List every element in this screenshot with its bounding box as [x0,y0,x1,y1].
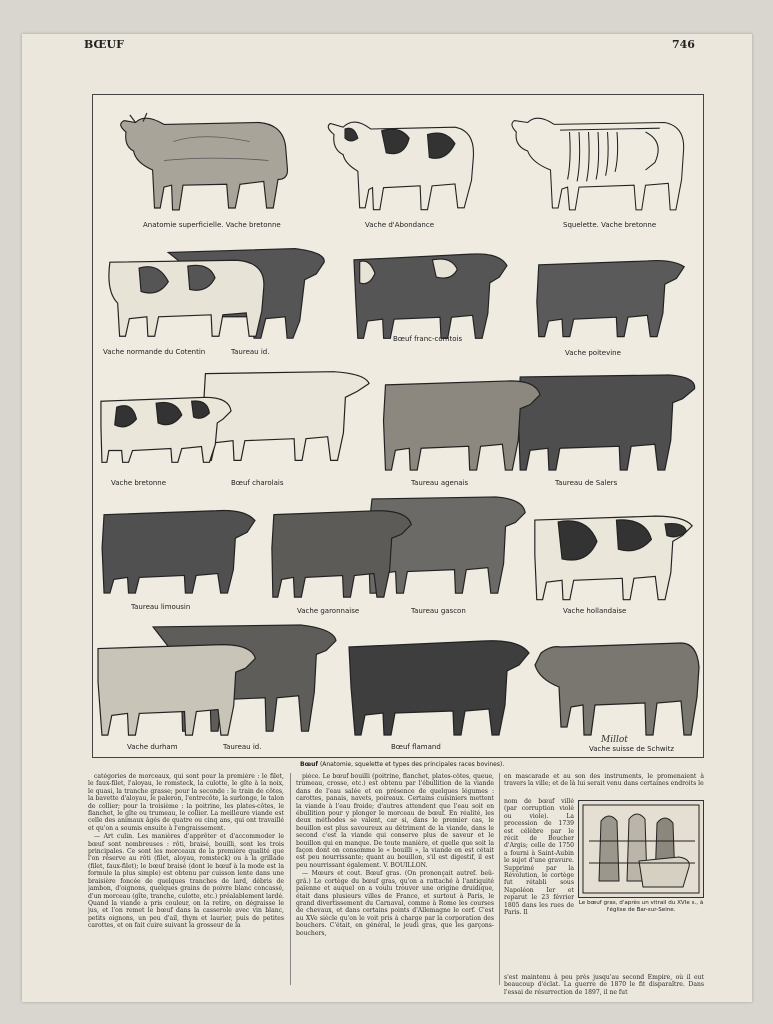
cow-illustration-schwitz [531,627,701,739]
plate-caption-text: (Anatomie, squelette et types des principales races bovines). [318,761,505,768]
cow-illustration-skeleton [503,103,693,218]
caption-garonnaise: Vache garonnaise [297,607,360,615]
column-divider [499,773,500,985]
text-column-3-top: en mascarade et au son des instruments, le promenaient à travers la ville; et de là lui serait venu dans certaines endroits le [504,773,704,788]
caption-skeleton: Squelette. Vache bretonne [563,221,657,229]
plate-caption-title: Bœuf [300,761,319,768]
page-number: 746 [672,38,695,51]
cow-illustration-flamand [343,627,533,739]
stained-glass-illustration [578,800,704,898]
caption-taureau-durham: Taureau id. [223,743,262,751]
caption-charolais: Bœuf charolais [231,479,284,487]
cow-illustration-franc-comtois [345,235,515,345]
illustration-plate [92,94,704,758]
caption-schwitz: Vache suisse de Schwitz [589,745,674,753]
caption-limousin: Taureau limousin [131,603,191,611]
cow-illustration-poitevine [531,243,691,341]
caption-abondance: Vache d'Abondance [365,221,434,229]
engraver-signature: Millot [601,735,628,745]
paragraph: catégories de morceaux, qui sont pour la première : le filet, le faux-filet, l'aloyau, le romsteck, la culotte, le gîte à la noix, le quasi, la tranche grasse; pour la seconde : le train de côtes, la bavette d'aloyau, le paleron, l'entrecôte, la surlonge, le talon de collier; pour la troisième : la poitrine, les plates-côtes, le flanchet, le gîte ou trumeau, le collier. La meilleure viande est celle des animaux âgés de quatre ou cinq ans, qui ont travaillé et qu'on a soumis ensuite à l'engraissement. [88,773,284,832]
plate-caption [300,761,504,768]
text-column-1 [88,773,284,987]
cow-illustration-hollandaise [529,505,699,605]
page-title: BŒUF [84,38,124,51]
cow-illustration-anatomy [107,103,297,218]
paragraph: — Art culin. Les manières d'apprêter et d'accommoder le bœuf sont nombreuses : rôti, braisé, bouilli, sont les trois principales. Ce sont les morceaux de la première qualité que l'on réserve au rôti (filet, aloyau, romsteck) ou à la grillade (filet, faux-filet); le bœuf braisé (dont le bœuf à la mode est la formule la plus simple) est obtenu par cuisson lente dans une braisière foncée de quelques tranches de lard, débris de jambon, d'oignons, quelques grains de poivre blanc concassé, d'un morceau (gîte, tranche, culotte, etc.) préalablement lardé. Quand la viande a pris couleur, on la retire, on dégraisse le jus, et l'on remet le bœuf dans la casserole avec vin blanc, petits oignons, un peu d'ail, thym et laurier, puis de petites carottes, et on fait cuire suivant la grosseur de la [88,833,284,930]
caption-durham: Vache durham [127,743,178,751]
caption-salers: Taureau de Salers [555,479,618,487]
caption-poitevine: Vache poitevine [565,349,621,357]
caption-franc-comtois: Bœuf franc-comtois [393,335,463,343]
paragraph: nom de bœuf villé (par corruption violé ou viole). La procession de 1739 est célèbre par le récit de Boucher d'Argis; celle de 1750 a fourni à Saint-Aubin le sujet d'une gravure. Supprimé par la Révolution, le cortège fut rétabli sous Napoléon Ier et reparut le 23 février 1805 dans les rues de Paris. Il [504,798,574,917]
stained-glass-caption: Le bœuf gras, d'après un vitrail du XVIe s., à l'église de Bar-sur-Seine. [578,900,704,913]
text-column-2 [296,773,494,987]
column-divider [290,773,291,985]
cow-illustration-garonnaise-gascon [269,495,531,603]
text-column-3-side [504,798,574,974]
cow-illustration-durham [93,623,341,741]
caption-bretonne: Vache bretonne [111,479,167,487]
cow-illustration-normande [99,233,335,345]
caption-flamand: Bœuf flamand [391,743,441,751]
paragraph: — Mœurs et cout. Bœuf gras. (On prononçait autref. beû-grâ.) Le cortège du bœuf gras, qu'on a rattaché à l'antiquité païenne et auquel on a voulu trouver une origine druidique, était dans plusieurs villes de France, et surtout à Paris, le grand divertissement du Carnaval, comme à Rome les courses de chevaux, et dans certains points d'Allemagne le cerf. C'est au XVe siècle qu'on le voit pris à charge par la corporation des bouchers. C'était, en général, le jeudi gras, que les garçons-bouchers, [296,870,494,937]
cow-illustration-limousin [97,499,261,597]
caption-anatomy: Anatomie superficielle. Vache bretonne [143,221,281,229]
caption-agenais: Taureau agenais [411,479,469,487]
caption-taureau-normand: Taureau id. [231,348,270,356]
cow-illustration-agenais-salers [381,371,699,475]
paragraph: pièce. Le bœuf bouilli (poitrine, flanchet, plates-côtes, queue, trumeau, crosse, etc.) est obtenu par l'ébullition de la viande dans de l'eau salée et en présence de quelques légumes : carottes, panais, navets, poireaux. Certains cuisiniers mettent la viande à l'eau froide; d'autres attendent que l'eau soit en ébullition pour y plonger le morceau de bœuf. En réalité, les deux méthodes se valent, car si, dans le premier cas, le bouillon est plus savoureux au détriment de la viande, dans le second c'est la viande qui conserve plus de saveur et le bouillon qui en manque. De toute manière, et quelle que soit la façon dont on consomme le « bouilli », la viande en est cétait est peu nourrissante; quant au bouillon, s'il est digestif, il est peu nourrissant également. V. BOUILLON. [296,773,494,869]
cow-illustration-bretonne-charolais [97,367,373,467]
caption-gascon: Taureau gascon [411,607,466,615]
caption-hollandaise: Vache hollandaise [563,607,627,615]
cow-illustration-abondance [315,107,485,217]
caption-normande: Vache normande du Cotentin [103,348,206,356]
text-column-3-bottom: s'est maintenu à peu près jusqu'au second Empire, où il eut beaucoup d'éclat. La guerre de 1870 le fit disparaître. Dans l'essai de résurrection de 1897, il ne fut [504,974,704,996]
